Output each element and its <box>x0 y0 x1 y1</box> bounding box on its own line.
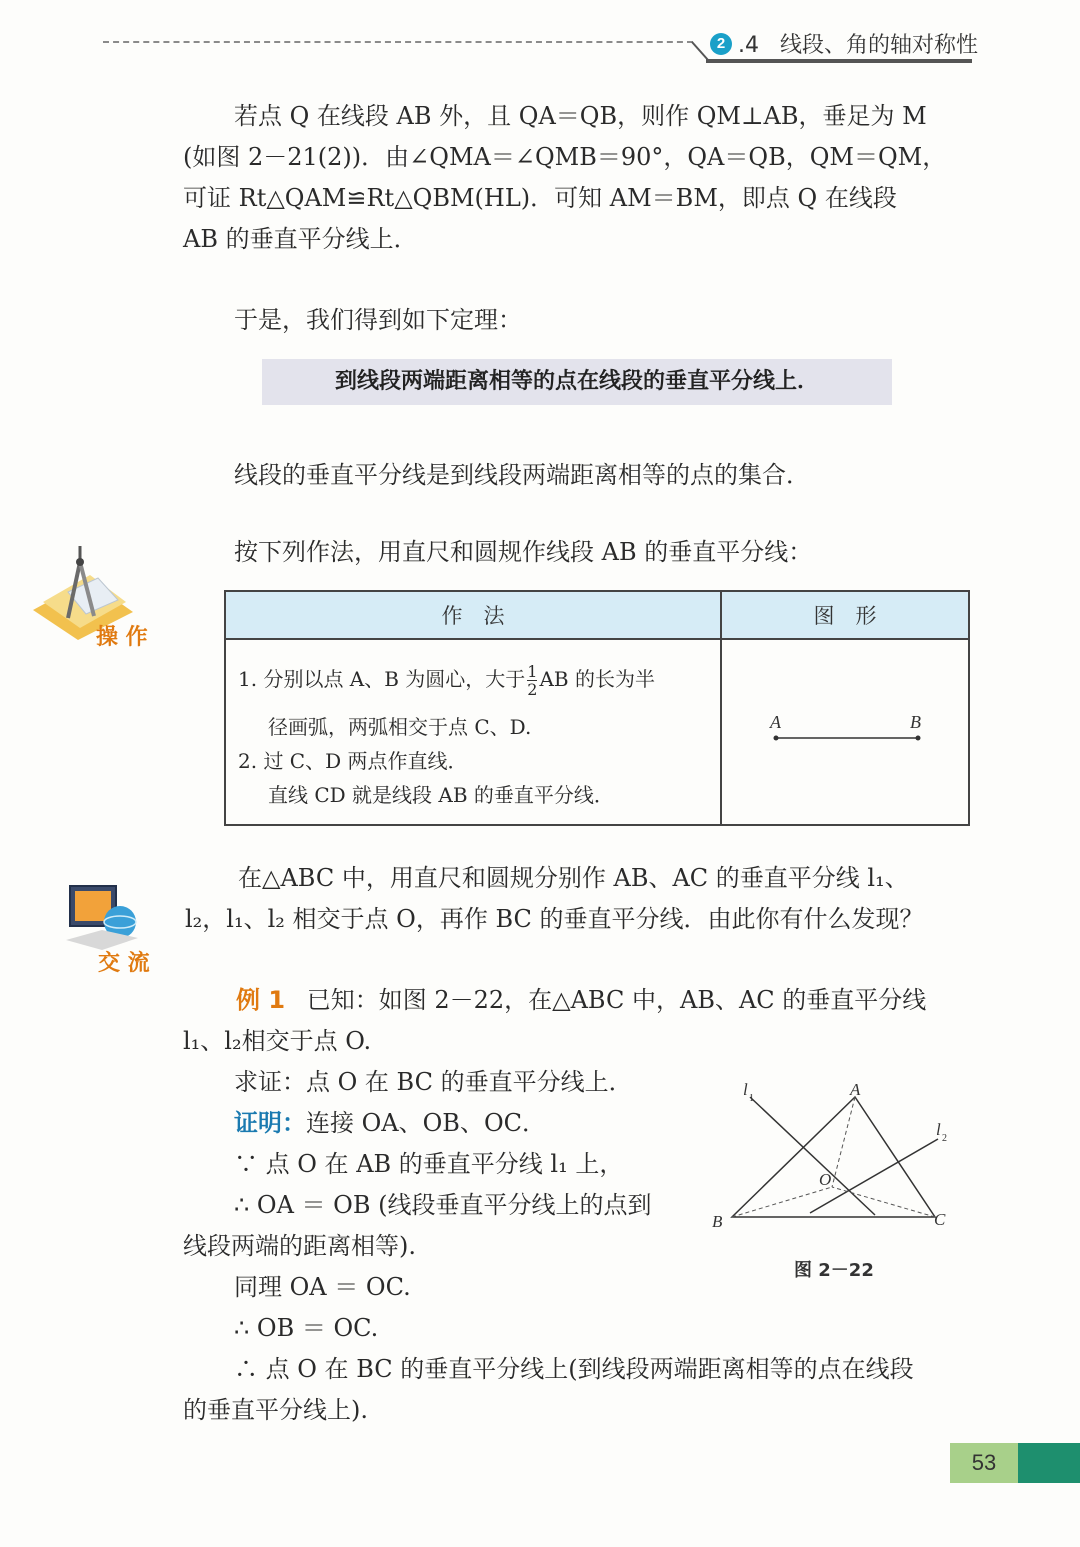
proof-line5: 同理 OA ＝ OC. <box>234 1273 411 1301</box>
example-prove: 求证：点 O 在 BC 的垂直平分线上． <box>234 1068 633 1096</box>
theorem-box: 到线段两端距离相等的点在线段的垂直平分线上． <box>262 359 892 405</box>
exchange-line2: l₂，l₁、l₂ 相交于点 O，再作 BC 的垂直平分线．由此你有什么发现？ <box>185 905 924 933</box>
label-c: C <box>934 1210 946 1229</box>
proof-label: 证明： <box>234 1109 306 1137</box>
label-a: A <box>850 1080 861 1099</box>
label-b: B <box>712 1212 723 1231</box>
chapter-badge: 2 <box>710 33 732 55</box>
figure-caption: 图 2－22 <box>794 1260 874 1281</box>
step2: 2. 过 C、D 两点作直线． <box>238 749 468 773</box>
point-a <box>774 736 779 741</box>
label-l1-sub: 1 <box>749 1093 754 1104</box>
proof-line4: 线段两端的距离相等). <box>183 1232 416 1260</box>
table-header-method: 作 法 <box>225 591 721 639</box>
example-line1 <box>236 980 926 1021</box>
label-l1: l <box>743 1080 748 1099</box>
theorem-intro: 于是，我们得到如下定理： <box>234 306 522 334</box>
example-line2: l₁、l₂相交于点 O. <box>183 1027 372 1055</box>
label-a: A <box>770 712 781 732</box>
figure-cell <box>721 639 969 825</box>
proof-line1: 证明：连接 OA、OB、OC． <box>234 1109 546 1137</box>
example-given: 已知：如图 2－22，在△ABC 中，AB、AC 的垂直平分线 <box>306 986 927 1014</box>
label-b: B <box>910 712 921 732</box>
step3: 直线 CD 就是线段 AB 的垂直平分线． <box>268 783 614 807</box>
point-b <box>916 736 921 741</box>
segment-ab-figure <box>722 640 968 820</box>
step1-line1: 1. 分别以点 A、B 为圆心，大于 $\frac{1}{2}$ AB 的长为半 <box>238 662 655 699</box>
proof-line8: 的垂直平分线上). <box>183 1396 368 1424</box>
step1-line2: 径画弧，两弧相交于点 C、D. <box>268 715 532 739</box>
para1-line1: 若点 Q 在线段 AB 外，且 QA＝QB，则作 QM⊥AB，垂足为 M <box>234 102 927 130</box>
operation-instruction: 按下列作法，用直尺和圆规作线段 AB 的垂直平分线： <box>234 538 813 566</box>
proof-line3: ∴ OA ＝ OB (线段垂直平分线上的点到 <box>234 1191 652 1219</box>
page-number-strip <box>1018 1443 1080 1483</box>
section-title: .4 线段、角的轴对称性 <box>738 33 978 58</box>
method-cell <box>225 639 721 825</box>
para1-line4: AB 的垂直平分线上． <box>183 225 418 253</box>
set-statement: 线段的垂直平分线是到线段两端距离相等的点的集合． <box>234 461 810 489</box>
fraction-half: $\frac{1}{2}$ <box>527 662 538 699</box>
exchange-line1: 在△ABC 中，用直尺和圆规分别作 AB、AC 的垂直平分线 l₁、 <box>238 864 909 892</box>
segment-oc <box>832 1187 935 1217</box>
line-l1 <box>750 1097 875 1215</box>
label-l2: l <box>936 1120 941 1139</box>
proof-line2: ∵ 点 O 在 AB 的垂直平分线 l₁ 上， <box>234 1150 624 1178</box>
operation-icon-label: 操 作 <box>96 625 148 650</box>
para1-line2: (如图 2－21(2))．由∠QMA＝∠QMB＝90°，QA＝QB，QM＝QM， <box>183 143 947 171</box>
para1-line3: 可证 Rt△QAM≌Rt△QBM(HL)．可知 AM＝BM，即点 Q 在线段 <box>183 184 897 212</box>
exchange-icon-label: 交 流 <box>98 951 150 976</box>
label-o: O <box>819 1170 832 1189</box>
example-label: 例 1 <box>236 986 286 1014</box>
header-underline <box>706 59 972 63</box>
triangle-figure <box>700 1075 970 1250</box>
page-number: 53 <box>950 1443 1018 1483</box>
proof-line7: ∴ 点 O 在 BC 的垂直平分线上(到线段两端距离相等的点在线段 <box>234 1355 914 1383</box>
label-l2-sub: 2 <box>942 1133 947 1144</box>
header-dashed-rule <box>103 41 693 43</box>
construction-table <box>224 590 970 826</box>
proof-line6: ∴ OB ＝ OC. <box>234 1314 379 1342</box>
table-header-figure: 图 形 <box>721 591 969 639</box>
segment-oa <box>832 1097 855 1187</box>
